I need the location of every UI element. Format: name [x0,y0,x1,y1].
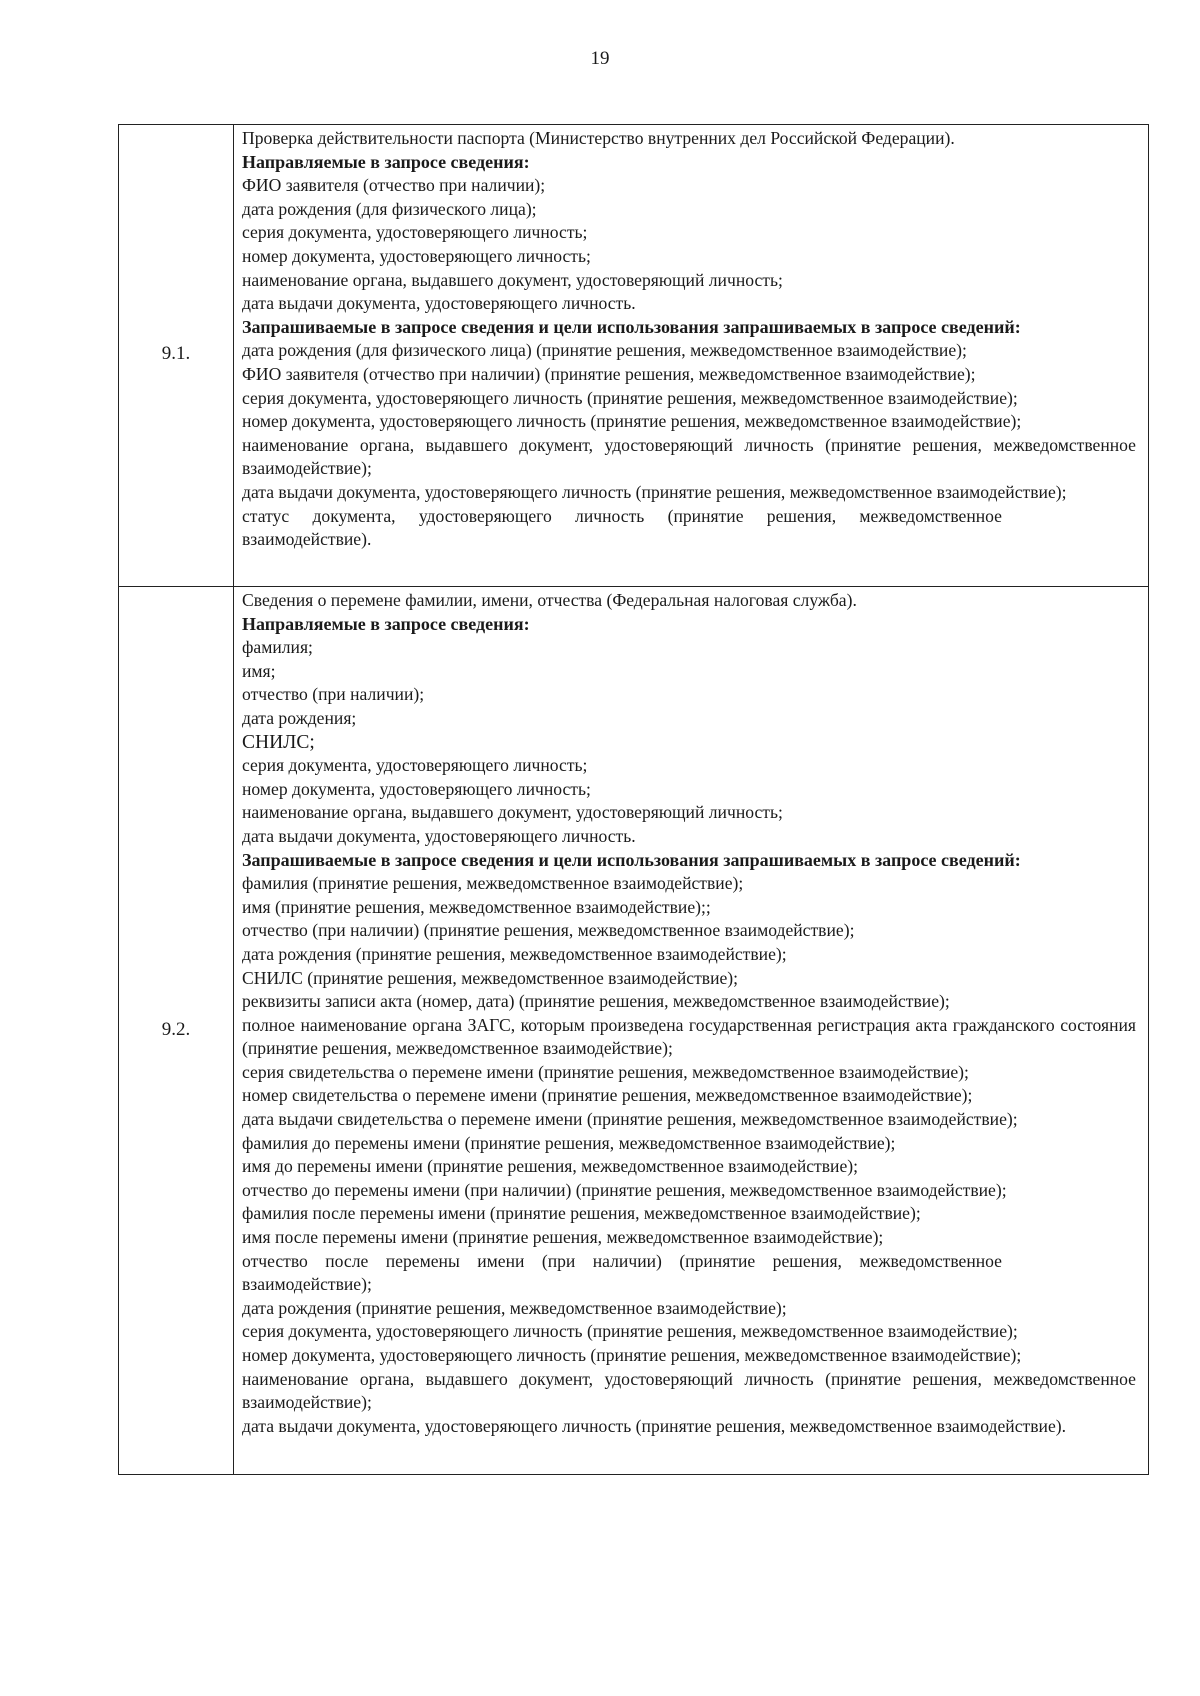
list-item: номер документа, удостоверяющего личность; [242,778,591,799]
sent-heading: Направляемые в запросе сведения: [242,613,530,634]
list-item: наименование органа, выдавшего документ, удостоверяющий личность (принятие решения, межведомственное взаимодействие); [242,1368,1136,1413]
list-item: дата рождения (принятие решения, межведомственное взаимодействие); [242,1297,787,1318]
list-item: фамилия до перемены имени (принятие решения, межведомственное взаимодействие); [242,1132,896,1153]
list-item: СНИЛС; [242,731,315,753]
requested-heading: Запрашиваемые в запросе сведения и цели использования запрашиваемых в запросе сведений: [242,316,1021,337]
list-item: дата рождения (для физического лица); [242,198,537,219]
list-item: отчество до перемены имени (при наличии) (принятие решения, межведомственное взаимодействие); [242,1179,1007,1200]
list-item: номер свидетельства о перемене имени (принятие решения, межведомственное взаимодействие); [242,1085,973,1106]
list-item: дата выдачи документа, удостоверяющего личность (принятие решения, межведомственное взаимодействие); [242,481,1067,502]
list-item: наименование органа, выдавшего документ, удостоверяющий личность; [242,269,783,290]
list-item: фамилия после перемены имени (принятие решения, межведомственное взаимодействие); [242,1203,921,1224]
list-item: отчество после перемены имени (при наличии) (принятие решения, межведомственное взаимодействие); [242,1250,1002,1295]
row-number: 9.1. [161,343,191,364]
list-item: имя до перемены имени (принятие решения, межведомственное взаимодействие); [242,1156,859,1177]
table-row [119,587,1149,1475]
requested-heading: Запрашиваемые в запросе сведения и цели использования запрашиваемых в запросе сведений: [242,849,1021,870]
list-item: наименование органа, выдавшего документ, удостоверяющий личность; [242,802,783,823]
services-table [118,124,1149,1475]
list-item: наименование органа, выдавшего документ, удостоверяющий личность (принятие решения, межведомственное взаимодействие); [242,434,1136,479]
list-item: серия документа, удостоверяющего личность; [242,755,588,776]
list-item: статус документа, удостоверяющего личность (принятие решения, межведомственное взаимодействие). [242,505,1002,550]
list-item: полное наименование органа ЗАГС, которым произведена государственная регистрация акта гражданского состояния (принятие решения, межведомственное взаимодействие); [242,1014,1136,1059]
list-item: серия свидетельства о перемене имени (принятие решения, межведомственное взаимодействие); [242,1061,969,1082]
page-number: 19 [590,48,610,69]
list-item: дата выдачи документа, удостоверяющего личность (принятие решения, межведомственное взаимодействие). [242,1415,1067,1436]
sent-heading: Направляемые в запросе сведения: [242,151,530,172]
list-item: фамилия (принятие решения, межведомственное взаимодействие); [242,873,744,894]
row-content-cell [234,587,1149,1475]
list-item: дата рождения; [242,707,357,728]
row-number-cell [119,587,234,1475]
list-item: имя (принятие решения, межведомственное взаимодействие);; [242,896,711,917]
list-item: фамилия; [242,637,313,658]
list-item: ФИО заявителя (отчество при наличии) (принятие решения, межведомственное взаимодействие); [242,363,976,384]
list-item: дата рождения (для физического лица) (принятие решения, межведомственное взаимодействие); [242,340,967,361]
list-item: реквизиты записи акта (номер, дата) (принятие решения, межведомственное взаимодействие); [242,991,950,1012]
list-item: СНИЛС (принятие решения, межведомственное взаимодействие); [242,967,739,988]
table-row [119,125,1149,587]
row-content-cell [234,125,1149,587]
list-item: дата выдачи свидетельства о перемене имени (принятие решения, межведомственное взаимодействие); [242,1109,1018,1130]
list-item: имя после перемены имени (принятие решения, межведомственное взаимодействие); [242,1227,884,1248]
list-item: имя; [242,660,276,681]
list-item: отчество (при наличии); [242,684,425,705]
row-number-cell [119,125,234,587]
list-item: дата выдачи документа, удостоверяющего личность. [242,293,636,314]
list-item: дата выдачи документа, удостоверяющего личность. [242,825,636,846]
list-item: отчество (при наличии) (принятие решения, межведомственное взаимодействие); [242,920,855,941]
row-number: 9.2. [161,1019,191,1040]
list-item: дата рождения (принятие решения, межведомственное взаимодействие); [242,943,787,964]
list-item: номер документа, удостоверяющего личность; [242,245,591,266]
list-item: номер документа, удостоверяющего личность (принятие решения, межведомственное взаимодействие); [242,411,1022,432]
row-title: Проверка действительности паспорта (Министерство внутренних дел Российской Федерации). [242,128,955,148]
list-item: серия документа, удостоверяющего личность (принятие решения, межведомственное взаимодействие); [242,387,1018,408]
row-title: Сведения о перемене фамилии, имени, отчества (Федеральная налоговая служба). [242,590,857,610]
list-item: номер документа, удостоверяющего личность (принятие решения, межведомственное взаимодействие); [242,1345,1022,1365]
list-item: серия документа, удостоверяющего личность; [242,222,588,243]
list-item: ФИО заявителя (отчество при наличии); [242,175,546,196]
list-item: серия документа, удостоверяющего личность (принятие решения, межведомственное взаимодействие); [242,1321,1018,1342]
